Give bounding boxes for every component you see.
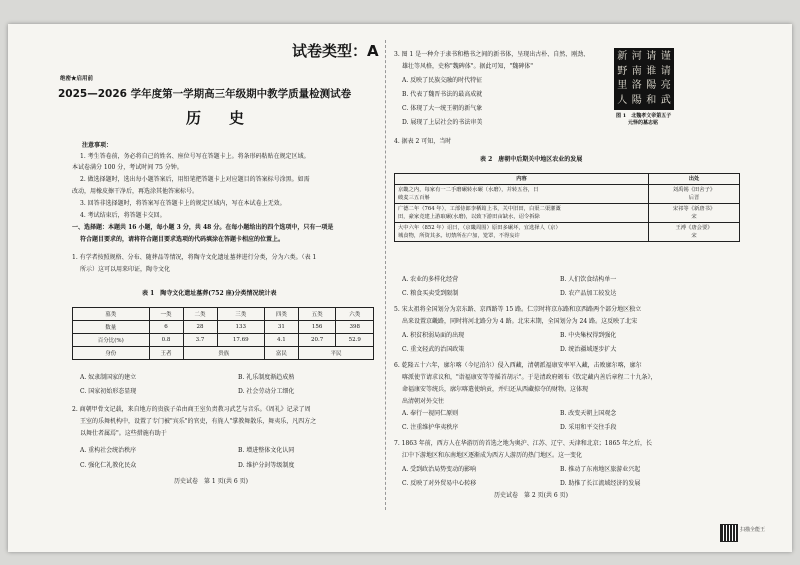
table-cell: 王者: [149, 347, 183, 360]
q7-option-b: B. 推动了东南地区旅游业兴起: [560, 466, 641, 473]
table-cell: 20.7: [298, 334, 336, 347]
table-cell: [649, 223, 740, 242]
exam-title: 2025—2026 学年度第一学期高三年级期中教学质量检测试卷: [58, 88, 352, 100]
note-line: 本试卷满分 100 分，考试时间 75 分钟。: [72, 164, 183, 171]
q1-option-b: B. 礼乐制度渐趋成熟: [238, 374, 295, 381]
calligraphy-char: 谁: [646, 65, 657, 77]
q2-option-a: A. 重构社会统治秩序: [80, 447, 137, 454]
page-footer-left: 历史试卷 第 1 页(共 6 页): [174, 478, 248, 485]
q3-option-b: B. 代表了魏晋书法的最高成就: [402, 91, 483, 98]
note-line: 4. 考试结束后，将答题卡交回。: [80, 212, 166, 219]
table-header-cell: 五类: [298, 308, 336, 321]
figure-caption: 图 1 北魏孝文帝第五子: [616, 113, 672, 119]
note-line: 2. 做选择题时，选出每小题答案后，用铅笔把答题卡上对应题目的答案标号涂黑。如需: [80, 176, 310, 183]
exam-type-label: 试卷类型：A: [292, 42, 379, 60]
cell-line: 王溥《唐会要》: [675, 225, 713, 231]
q7-stem: 江中下游地区和东南地区逐渐成为西方人游历的热门地区。这一变化: [402, 452, 583, 459]
q1-option-d: D. 社会劳动分工细化: [238, 388, 295, 395]
table-cell: [649, 185, 740, 204]
table-header-cell: 墓类: [73, 308, 150, 321]
q1-stem: 所示）这可以用来印证，陶寺文化: [80, 266, 171, 273]
table1-title: 表 1 陶寺文化遗址墓葬(752 座)分类情况统计表: [142, 290, 277, 297]
figure-caption: 元怿的墓志铭: [628, 120, 659, 126]
table-header-cell: 一类: [149, 308, 183, 321]
table-row: [73, 347, 374, 360]
q3-option-c: C. 体现了大一统王朝的新气象: [402, 105, 483, 112]
cell-line: 田，豪家竞建上游取碾(水磨)，以致下游田亩缺水，诏令拆除: [398, 214, 540, 220]
table-row: [395, 204, 740, 223]
table-header-cell: 四类: [264, 308, 298, 321]
q3-stem: 3. 图 1 是一种介于隶书和楷书之间的新书体，呈现出古朴、自然、刚劲、: [394, 51, 590, 58]
calligraphy-char: 谨: [660, 51, 671, 62]
q1-option-c: C. 国家初始形态显现: [80, 388, 137, 395]
q4-option-a: A. 农业的多样化经营: [402, 276, 459, 283]
q7-option-a: A. 受到政治局势变动的影响: [402, 466, 477, 473]
q7-stem: 7. 1863 年前，西方人在华游历的首选之地为奥沪、江苏、辽宁、天津和北京；1865 年之后，长: [394, 440, 652, 447]
cell-line: 宋: [691, 233, 697, 239]
table-row: [395, 223, 740, 242]
table-cell: 133: [217, 321, 264, 334]
table-cell: [395, 223, 649, 242]
table-header-cell: 二类: [183, 308, 217, 321]
q6-stem: 出清朝对外交往: [402, 398, 445, 405]
q2-option-d: D. 维护分封等级制度: [238, 462, 295, 469]
table-cell: 17.69: [217, 334, 264, 347]
calligraphy-char: 亮: [660, 80, 671, 91]
table-cell: 6: [149, 321, 183, 334]
q5-stem: 出来设置京畿路，同时将河北路分为 4 路。北宋末期，全国划分为 24 路。这反映了北宋: [402, 318, 638, 325]
table-cell: 身份: [73, 347, 150, 360]
q7-option-d: D. 助推了长江流域经济的发展: [560, 480, 641, 487]
table-row: [73, 308, 374, 321]
calligraphy-char: 陽: [646, 80, 657, 91]
table-cell: 富民: [264, 347, 298, 360]
secret-mark: 绝密★启用前: [60, 76, 94, 82]
table-cell: 156: [298, 321, 336, 334]
q6-option-d: D. 采用和平交往手段: [560, 424, 617, 431]
q1-option-a: A. 奴隶制国家的建立: [80, 374, 137, 381]
section1-instruction: 符合题目要求的，请将符合题目要求选项的代码填涂在答题卡相应的位置上。: [80, 236, 285, 243]
notes-title: 注意事项：: [82, 142, 113, 149]
q5-stem: 5. 宋太祖将全国划分为京东路、京西路等 15 路。仁宗时将京东路和京西路两个部分地区独立: [394, 306, 642, 313]
q6-option-a: A. 奉行一视同仁原则: [402, 410, 459, 417]
calligraphy-char: 请: [660, 65, 671, 77]
cell-line: 刘禹锡《田舍子》: [672, 187, 716, 193]
agriculture-table: [394, 173, 740, 242]
q4-option-d: D. 农产品加工较发达: [560, 290, 617, 297]
calligraphy-char: 人: [617, 94, 628, 106]
cell-line: 广德二年（764 年），工部侍郎李栖筠上书，关中旧田，白渠二渠灌溉: [398, 206, 561, 212]
table-cell: 4.1: [264, 334, 298, 347]
table-row: [395, 185, 740, 204]
table-cell: 52.9: [336, 334, 374, 347]
calligraphy-char: 新: [617, 51, 628, 62]
q6-stem: 喀派使节请求议和，"诣福康安等等摇首胡示"。于是清政府颁布《钦定藏内善后章程二十九条》，: [402, 374, 657, 381]
section1-instruction: 一、选择题：本题共 16 小题，每小题 3 分，共 48 分。在每小题给出的四个选项中，只有一项是: [72, 224, 334, 231]
calligraphy-figure: [614, 48, 674, 110]
scanner-watermark: 扫描全能王: [740, 527, 766, 533]
table-cell: 贵族: [183, 347, 264, 360]
calligraphy-char: 武: [660, 94, 671, 106]
q6-option-c: C. 注重维护华夷秩序: [402, 424, 459, 431]
calligraphy-char: 陽: [631, 94, 642, 106]
table-cell: 百分比(%): [73, 334, 150, 347]
q4-option-c: C. 粮食买卖受到限制: [402, 290, 459, 297]
note-line: 3. 回答非选择题时，将答案写在答题卡上的规定区域内，写在本试卷上无效。: [80, 200, 286, 207]
table-cell: 0.8: [149, 334, 183, 347]
q4-stem: 4. 据表 2 可知，当时: [394, 138, 452, 145]
cell-line: 城食物，所资其多。切禁所在户加，笼罩，不得妄许: [398, 233, 520, 239]
q6-stem: 命福康安等统兵，廓尔喀遣使纳贡，并归还从西藏掠夺的财物。这体现: [402, 386, 589, 393]
tomb-category-table: [72, 307, 374, 360]
q2-option-c: C. 强化仁礼教化民众: [80, 462, 137, 469]
cell-line: 京畿之内，每家有一二手磨碾转水碾（水磨），并转五谷，日: [398, 187, 539, 193]
table-header-cell: 内容: [395, 174, 649, 185]
calligraphy-char: 里: [617, 80, 628, 91]
cell-line: 宋: [691, 214, 697, 220]
q5-option-d: D. 统治疆域逐步扩大: [560, 346, 617, 353]
table-cell: 3.7: [183, 334, 217, 347]
table-header-cell: 三类: [217, 308, 264, 321]
q2-stem: 以舞仕者属焉"。这些措施有助于: [80, 430, 167, 437]
cell-line: 宋祁等《新唐书》: [672, 206, 716, 212]
q5-option-b: B. 中央集权得到强化: [560, 332, 617, 339]
table-cell: 31: [264, 321, 298, 334]
note-line: 改动，用橡皮擦干净后，再选涂其他答案标号。: [72, 188, 199, 195]
calligraphy-char: 请: [646, 51, 657, 62]
table-row: [73, 334, 374, 347]
q2-stem: 王室的乐舞机构中，设置了专门被"宾乐"的官吏，有旄人"掌教舞散乐，舞夷乐，凡四方之: [80, 418, 317, 425]
q7-option-c: C. 反映了对外贸易中心转移: [402, 480, 477, 487]
q6-stem: 6. 乾隆五十六年，廓尔喀（今尼泊尔）侵入西藏，清朝派福康安率军入藏，击败廓尔喀，廓尔: [394, 362, 642, 369]
note-line: 1. 考生答卷前，务必将自己的姓名、座位号写在答题卡上。将条形码粘贴在规定区域。: [80, 153, 310, 160]
table-row: [395, 174, 740, 185]
q2-stem: 2. 商朝甲骨文记载，来自地方的贵族子弟由商王室负责教习武艺与音乐。《周礼》记录了周: [72, 406, 311, 413]
table-cell: [395, 204, 649, 223]
q2-option-b: B. 增进整体文化认同: [238, 447, 295, 454]
table2-title: 表 2 唐朝中后期关中地区农业的发展: [480, 156, 583, 163]
page-divider: [385, 40, 386, 510]
q5-option-c: C. 重文轻武的治国政策: [402, 346, 465, 353]
cell-line: 破麦三五百斛: [398, 195, 430, 201]
table-row: [73, 321, 374, 334]
calligraphy-char: 洛: [631, 80, 642, 91]
qr-code-icon: [720, 524, 738, 542]
q3-option-a: A. 反映了民族交融的时代特征: [402, 77, 483, 84]
table-cell: [395, 185, 649, 204]
table-cell: 数量: [73, 321, 150, 334]
table-cell: 28: [183, 321, 217, 334]
q4-option-b: B. 人们饮食结构单一: [560, 276, 617, 283]
subject-title: 历史: [186, 109, 273, 127]
calligraphy-char: 河: [631, 51, 642, 62]
cell-line: 大中六年（852 年）诏曰，（京畿周围）原田多碾坏，宜选择人（京）: [398, 225, 561, 231]
calligraphy-char: 野: [617, 65, 628, 77]
table-header-cell: 六类: [336, 308, 374, 321]
q1-stem: 1. 有学者按照规格、分布、随葬品等情况，将陶寺文化遗址墓葬进行分类，分为六类。（表 1: [72, 254, 317, 261]
calligraphy-char: 南: [631, 65, 642, 77]
q5-option-a: A. 积贫积弱局面的出现: [402, 332, 465, 339]
cell-line: 后晋: [688, 195, 700, 201]
table-cell: 398: [336, 321, 374, 334]
table-header-cell: 出处: [649, 174, 740, 185]
q6-option-b: B. 改变天朝上国观念: [560, 410, 617, 417]
table-cell: 平民: [298, 347, 373, 360]
calligraphy-char: 和: [646, 94, 657, 106]
table-cell: [649, 204, 740, 223]
q3-stem: 雄壮等风格，史称"魏碑体"。据此可知，"魏碑体": [402, 63, 534, 70]
exam-sheet: [8, 24, 792, 552]
q3-option-d: D. 展现了上层社会的书法审美: [402, 119, 483, 126]
page-footer-right: 历史试卷 第 2 页(共 6 页): [494, 492, 568, 499]
